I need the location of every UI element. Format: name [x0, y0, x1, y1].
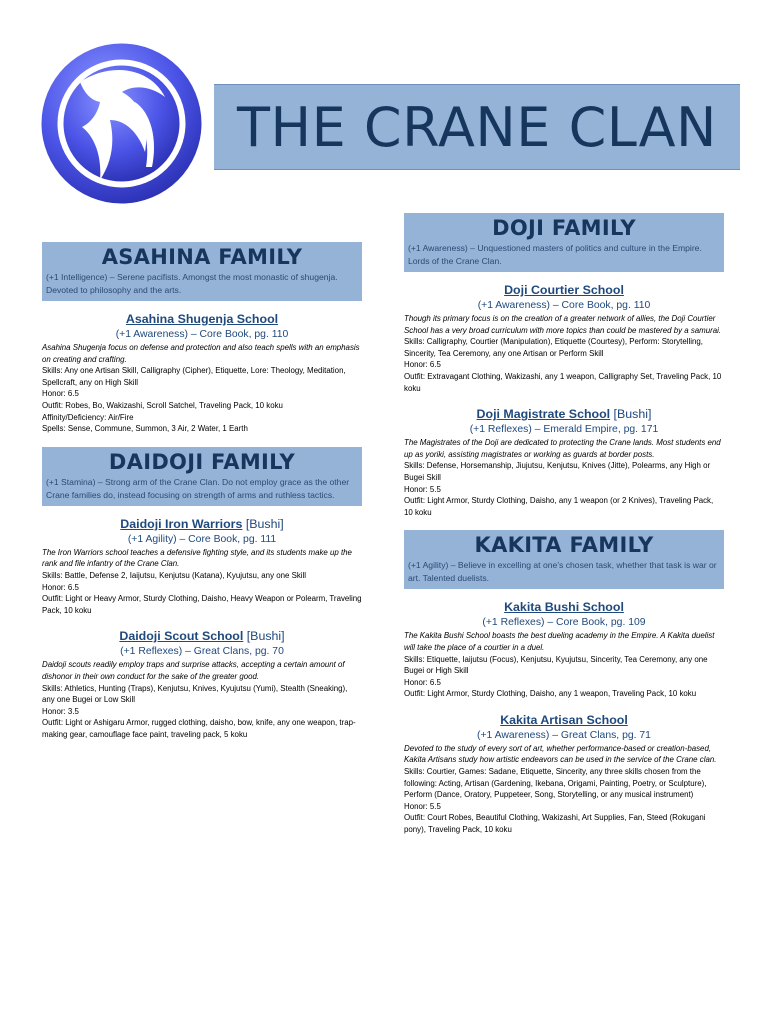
school-affinity: Affinity/Deficiency: Air/Fire [42, 412, 134, 422]
school-skills: Skills: Athletics, Hunting (Traps), Kenjutsu, Knives, Kyujutsu (Yumi), Stealth (Sneaking), any one Bugei or Low Skill [42, 683, 348, 705]
school-asahina-shugenja [42, 311, 362, 435]
school-name: Kakita Artisan School [500, 712, 628, 727]
school-source: (+1 Reflexes) – Great Clans, pg. 70 [120, 646, 284, 658]
family-doji [404, 213, 724, 272]
school-source: (+1 Awareness) – Great Clans, pg. 71 [477, 729, 651, 741]
school-honor: Honor: 5.5 [404, 801, 441, 811]
school-skills: Skills: Battle, Defense 2, Iaijutsu, Kenjutsu (Katana), Kyujutsu, any one Skill [42, 570, 307, 580]
school-name: Kakita Bushi School [504, 600, 624, 615]
school-tag: [Bushi] [243, 629, 285, 644]
school-source: (+1 Awareness) – Core Book, pg. 110 [115, 329, 289, 340]
school-skills: Skills: Etiquette, Iaijutsu (Focus), Kenjutsu, Kyujutsu, Sincerity, Tea Ceremony, any one Bugei or High Skill [404, 654, 708, 676]
school-name: Daidoji Iron Warriors [120, 516, 243, 531]
school-description: Asahina Shugenja focus on defense and protection and also teach spells with an emphasis on creating and crafting. [42, 343, 360, 364]
family-title: DOJI FAMILY [492, 216, 636, 240]
school-skills: Skills: Courtier, Games: Sadane, Etiquette, Sincerity, any three skills chosen from the following: Acting, Artisan (Gardening, Ikebana, Origami, Painting, Poetry, or Sculpture), Perform (Dance, Oratory, Puppeteer, Song, Storytelling, or any musical instrument) [404, 767, 707, 800]
school-skills: Skills: Calligraphy, Courtier (Manipulation), Etiquette (Courtesy), Perform: Storytelling, Sincerity, Tea Ceremony, any one Artisan or Perform Skill [404, 337, 703, 358]
school-doji-courtier [404, 282, 724, 394]
school-source: (+1 Awareness) – Core Book, pg. 110 [477, 300, 651, 311]
school-name: Doji Magistrate School [476, 407, 611, 422]
school-name: Asahina Shugenja School [125, 312, 279, 326]
school-title [42, 311, 362, 327]
school-title [404, 712, 724, 728]
school-honor: Honor: 3.5 [42, 706, 79, 716]
school-kakita-artisan [404, 712, 724, 836]
school-outfit: Outfit: Light or Heavy Armor, Sturdy Clothing, Daisho, Heavy Weapon or Polearm, Traveling Pack, 10 koku [42, 594, 362, 615]
school-outfit: Outfit: Light Armor, Sturdy Clothing, Daisho, any 1 weapon (or 2 Knives), Traveling Pack, 10 koku [404, 496, 714, 517]
family-title: ASAHINA FAMILY [101, 245, 303, 269]
school-honor: Honor: 5.5 [404, 484, 441, 494]
school-title [404, 282, 724, 298]
school-description: The Kakita Bushi School boasts the best dueling academy in the Empire. A Kakita duelist will take the place of a courtier in a duel. [404, 631, 715, 652]
school-source: (+1 Reflexes) – Emerald Empire, pg. 171 [469, 424, 659, 436]
family-daidoji [42, 447, 362, 506]
school-title [404, 599, 724, 615]
family-description: (+1 Intelligence) – Serene pacifists. Amongst the most monastic of shugenja. Devoted to philosophy and the arts. [46, 272, 338, 295]
school-description: Daidoji scouts readily employ traps and surprise attacks, accepting a certain amount of dishonor in their own conduct for the sake of the greater good. [42, 660, 345, 681]
family-title: KAKITA FAMILY [474, 533, 654, 558]
family-description: (+1 Awareness) – Unquestioned masters of politics and culture in the Empire. Lords of the Crane Clan. [408, 243, 702, 266]
school-daidoji-scout [42, 628, 362, 740]
school-honor: Honor: 6.5 [404, 360, 441, 370]
school-honor: Honor: 6.5 [42, 389, 79, 399]
school-spells: Spells: Sense, Commune, Summon, 3 Air, 2 Water, 1 Earth [42, 424, 248, 434]
school-source: (+1 Agility) – Core Book, pg. 111 [127, 533, 277, 545]
school-source: (+1 Reflexes) – Core Book, pg. 109 [482, 617, 646, 629]
school-description: Devoted to the study of every sort of art, whether performance-based or creation-based, Kakita Artisans study how artistic endeavors can be used in the service of the Crane clan. [404, 743, 717, 765]
school-kakita-bushi [404, 599, 724, 700]
school-outfit: Outfit: Robes, Bo, Wakizashi, Scroll Satchel, Traveling Pack, 10 koku [42, 400, 283, 410]
school-daidoji-iron-warriors [42, 516, 362, 617]
school-name: Daidoji Scout School [119, 629, 244, 644]
right-column [404, 213, 724, 848]
school-title [42, 516, 362, 532]
school-tag: [Bushi] [242, 516, 284, 531]
school-skills: Skills: Any one Artisan Skill, Calligraphy (Cipher), Etiquette, Lore: Theology, Meditation, Spellcraft, any on High Skill [42, 366, 346, 387]
school-title [42, 628, 362, 644]
school-tag: [Bushi] [610, 407, 652, 422]
school-description: The Magistrates of the Doji are dedicated to protecting the Crane lands. Most students end up as yoriki, assisting magistrates or working as guards at border posts. [404, 438, 721, 459]
crane-mon-icon [40, 42, 203, 205]
family-asahina [42, 242, 362, 301]
page-title: THE CRANE CLAN [237, 95, 717, 159]
school-outfit: Outfit: Light Armor, Sturdy Clothing, Daisho, any 1 weapon, Traveling Pack, 10 koku [404, 689, 697, 699]
family-kakita [404, 530, 724, 589]
school-outfit: Outfit: Light or Ashigaru Armor, rugged clothing, daisho, bow, knife, any one weapon, trap-making gear, camouflage face paint, traveling pack, 5 koku [42, 718, 356, 739]
school-name: Doji Courtier School [504, 283, 624, 297]
school-skills: Skills: Defense, Horsemanship, Jiujutsu, Kenjutsu, Knives (Jitte), Polearms, any High or Bugei Skill [404, 461, 711, 482]
family-description: (+1 Stamina) – Strong arm of the Crane Clan. Do not employ grace as the other Crane families do, instead focusing on strength of arms and ruthless tactics. [46, 476, 350, 500]
family-description: (+1 Agility) – Believe in excelling at one’s chosen task, whether that task is war or art. Talented duelists. [408, 560, 717, 584]
title-banner [214, 84, 740, 170]
school-outfit: Outfit: Extravagant Clothing, Wakizashi, any 1 weapon, Calligraphy Set, Traveling Pack, 10 koku [404, 371, 722, 393]
school-description: The Iron Warriors school teaches a defensive fighting style, and its students make up the rank and file infantry of the Crane Clan. [42, 547, 352, 569]
school-doji-magistrate [404, 406, 724, 518]
school-honor: Honor: 6.5 [404, 677, 441, 687]
family-title: DAIDOJI FAMILY [108, 449, 296, 474]
school-outfit: Outfit: Court Robes, Beautiful Clothing, Wakizashi, Art Supplies, Fan, Steed (Rokugani pony), Traveling Pack, 10 koku [404, 813, 706, 835]
school-honor: Honor: 6.5 [42, 582, 79, 592]
left-column [42, 242, 362, 752]
school-description: Though its primary focus is on the creation of a greater network of allies, the Doji Courtier School has a very broad curriculum with more topics than could be mastered by a samurai. [404, 314, 722, 335]
school-title [404, 406, 724, 422]
